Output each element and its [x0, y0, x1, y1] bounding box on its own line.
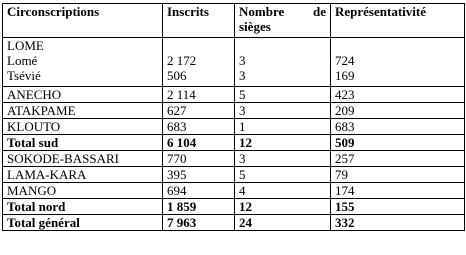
sub-representativite: 724: [335, 53, 355, 68]
cell-circonscription: Total sud: [3, 135, 163, 151]
table-row: [3, 167, 465, 183]
cell-circonscription: SOKODE-BASSARI: [3, 151, 163, 167]
table-row-total-general: [3, 215, 465, 231]
cell-sieges: 5: [235, 167, 331, 183]
cell-representativite: 423: [331, 87, 465, 103]
sub-name: Tsévié: [7, 68, 41, 83]
cell-sieges: 12: [235, 135, 331, 151]
cell-sieges: [235, 38, 331, 87]
cell-circonscription: Total nord: [3, 199, 163, 215]
cell-representativite: 79: [331, 167, 465, 183]
sub-representativite: 169: [335, 68, 355, 83]
table-row: [3, 151, 465, 167]
header-nombre-line1: Nombre de: [239, 4, 326, 19]
cell-inscrits: 627: [163, 103, 235, 119]
cell-sieges: 5: [235, 87, 331, 103]
cell-representativite: 155: [331, 199, 465, 215]
cell-representativite: 509: [331, 135, 465, 151]
cell-inscrits: 683: [163, 119, 235, 135]
cell-circonscription: Total général: [3, 215, 163, 231]
table-row: [3, 183, 465, 199]
table-row: [3, 87, 465, 103]
electoral-table: [2, 3, 465, 231]
header-nombre-sieges: [235, 4, 331, 38]
header-inscrits: Inscrits: [163, 4, 235, 38]
header-circonscriptions: Circonscriptions: [3, 4, 163, 38]
group-name: LOME: [7, 38, 44, 53]
cell-representativite: [331, 38, 465, 87]
cell-inscrits: 395: [163, 167, 235, 183]
cell-inscrits: 1 859: [163, 199, 235, 215]
table-row: [3, 119, 465, 135]
table-row: [3, 103, 465, 119]
cell-circonscription: ANECHO: [3, 87, 163, 103]
sub-sieges: 3: [239, 68, 246, 83]
cell-circonscription: LAMA-KARA: [3, 167, 163, 183]
table-row-total-nord: [3, 199, 465, 215]
cell-circonscription: [3, 38, 163, 87]
header-representativite: Représentativité: [331, 4, 465, 38]
cell-representativite: 257: [331, 151, 465, 167]
cell-sieges: 24: [235, 215, 331, 231]
cell-inscrits: 770: [163, 151, 235, 167]
cell-inscrits: [163, 38, 235, 87]
cell-sieges: 3: [235, 151, 331, 167]
cell-inscrits: 2 114: [163, 87, 235, 103]
sub-inscrits: 506: [167, 68, 187, 83]
cell-circonscription: KLOUTO: [3, 119, 163, 135]
cell-circonscription: MANGO: [3, 183, 163, 199]
cell-sieges: 4: [235, 183, 331, 199]
table-row-lome-group: [3, 38, 465, 87]
cell-representativite: 332: [331, 215, 465, 231]
cell-representativite: 683: [331, 119, 465, 135]
header-nombre-line2: sièges: [239, 19, 271, 34]
sub-sieges: 3: [239, 53, 246, 68]
header-row: [3, 4, 465, 38]
cell-inscrits: 694: [163, 183, 235, 199]
cell-representativite: 174: [331, 183, 465, 199]
cell-representativite: 209: [331, 103, 465, 119]
cell-circonscription: ATAKPAME: [3, 103, 163, 119]
sub-inscrits: 2 172: [167, 53, 197, 68]
cell-sieges: 3: [235, 103, 331, 119]
sub-name: Lomé: [7, 53, 38, 68]
cell-inscrits: 6 104: [163, 135, 235, 151]
cell-sieges: 12: [235, 199, 331, 215]
table-row-total-sud: [3, 135, 465, 151]
cell-inscrits: 7 963: [163, 215, 235, 231]
cell-sieges: 1: [235, 119, 331, 135]
